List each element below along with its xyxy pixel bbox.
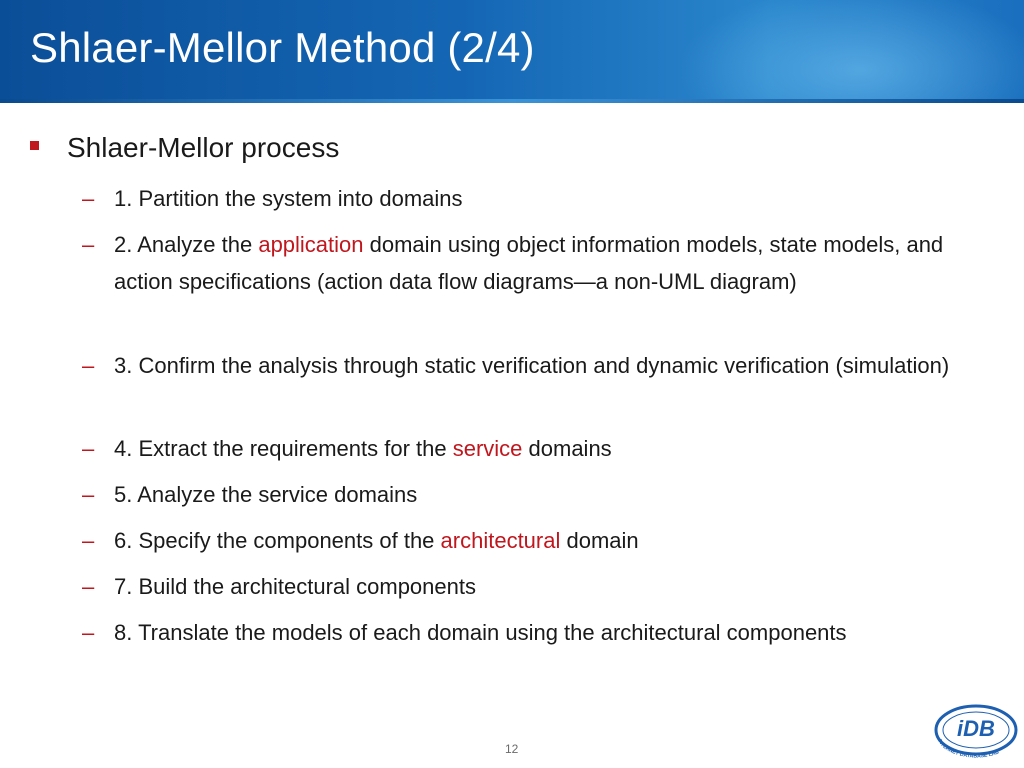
logo-text: iDB — [957, 716, 995, 741]
dash-bullet-icon: – — [82, 186, 95, 211]
list-item-text: 3. Confirm the analysis through static verification and dynamic verification (simulation) — [114, 353, 950, 378]
highlight-term: service — [452, 436, 523, 461]
decorative-swoosh — [551, 0, 1024, 103]
list-item-text: 1. Partition the system into domains — [114, 186, 463, 211]
list-item — [82, 180, 994, 217]
highlight-term: application — [258, 232, 364, 257]
list-item-text: 2. Analyze the application domain using object information models, state models, and action specifications (action data flow diagrams—a non-UML diagram) — [114, 232, 944, 294]
dash-bullet-icon: – — [82, 528, 95, 553]
main-bullet — [30, 132, 339, 164]
list-item-text: 7. Build the architectural components — [114, 574, 476, 599]
list-item — [82, 226, 994, 300]
slide-title: Shlaer-Mellor Method (2/4) — [30, 24, 535, 71]
list-item — [82, 614, 994, 651]
highlight-term: architectural — [440, 528, 561, 553]
square-bullet-icon — [30, 141, 39, 150]
dash-bullet-icon: – — [82, 232, 95, 257]
idb-logo — [928, 700, 1020, 762]
list-item-text: 8. Translate the models of each domain using the architectural components — [114, 620, 847, 645]
list-item — [82, 476, 994, 513]
list-item — [82, 430, 994, 467]
list-item — [82, 522, 994, 559]
main-bullet-text: Shlaer-Mellor process — [67, 132, 340, 163]
dash-bullet-icon: – — [82, 620, 95, 645]
dash-bullet-icon: – — [82, 482, 95, 507]
dash-bullet-icon: – — [82, 436, 95, 461]
list-item-text: 5. Analyze the service domains — [114, 482, 418, 507]
list-item — [82, 568, 994, 605]
logo-ring-text: INTERNET DATABASE LAB — [936, 738, 1000, 760]
title-band — [0, 0, 1024, 103]
dash-bullet-icon: – — [82, 574, 95, 599]
list-item-text: 4. Extract the requirements for the service domains — [114, 436, 612, 461]
page-number: 12 — [505, 742, 519, 756]
list-item — [82, 347, 994, 384]
dash-bullet-icon: – — [82, 353, 95, 378]
list-item-text: 6. Specify the components of the architectural domain — [114, 528, 639, 553]
